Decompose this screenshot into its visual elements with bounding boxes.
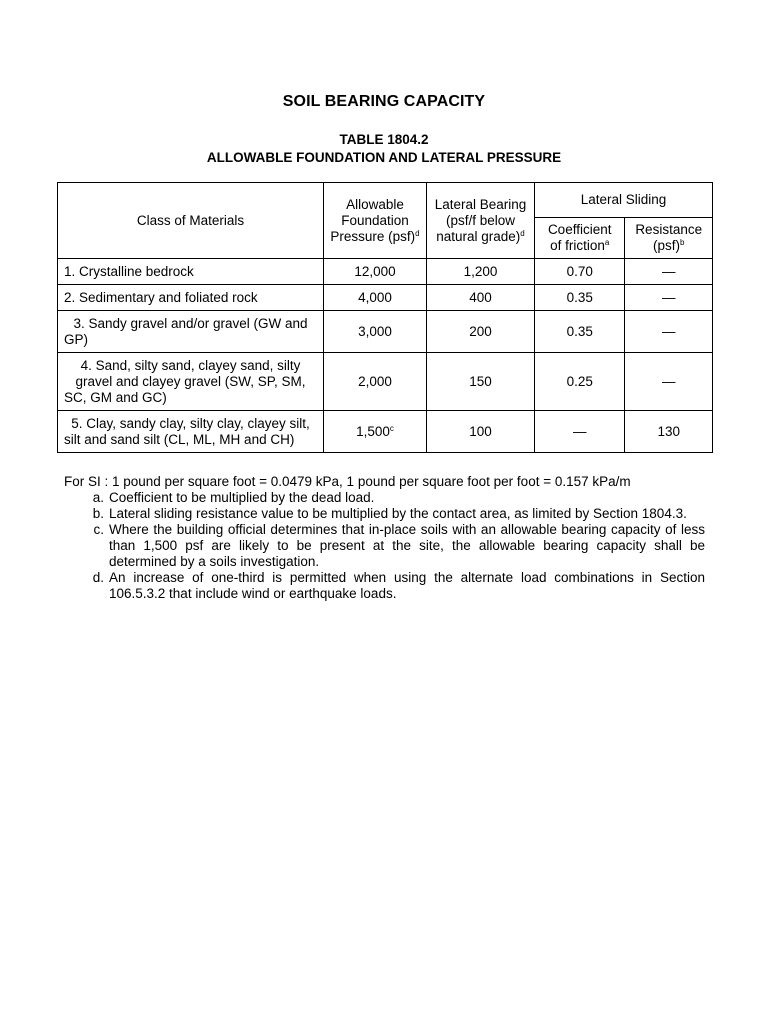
- footnote-item: [64, 522, 705, 570]
- coefficient-cell: 0.25: [535, 353, 625, 411]
- footnote-text: Coefficient to be multiplied by the dead load.: [109, 490, 375, 505]
- foundation-pressure-value: 1,500: [356, 423, 390, 439]
- lateral-bearing-cell: 400: [427, 285, 535, 311]
- footnote-marker: c.: [93, 522, 104, 537]
- material-cell: 5. Clay, sandy clay, silty clay, clayey silt, silt and sand silt (CL, ML, MH and CH): [58, 411, 324, 453]
- foundation-pressure-cell: [324, 353, 427, 411]
- header-allowable-foundation-pressure: [324, 183, 427, 259]
- bearing-capacity-table: [57, 182, 713, 453]
- header-coefficient-of-friction: [535, 218, 625, 259]
- header-class-of-materials: [58, 183, 324, 259]
- footnote-item: [64, 506, 705, 522]
- footnote-text: Lateral sliding resistance value to be multiplied by the contact area, as limited by Section 1804.3.: [109, 506, 687, 521]
- table-notes: [64, 474, 705, 602]
- foundation-pressure-cell: [324, 411, 427, 453]
- foundation-pressure-cell: [324, 259, 427, 285]
- foundation-pressure-value: 3,000: [358, 323, 392, 339]
- table-row: [58, 285, 713, 311]
- header-lateral-sliding: [535, 183, 713, 218]
- resistance-cell: —: [625, 311, 713, 353]
- footnote-text: An increase of one-third is permitted when using the alternate load combinations in Section 106.5.3.2 that include wind or earthquake loads.: [109, 570, 705, 601]
- header-lateral-bearing: [427, 183, 535, 259]
- coefficient-cell: 0.35: [535, 285, 625, 311]
- lateral-bearing-cell: 200: [427, 311, 535, 353]
- resistance-cell: 130: [625, 411, 713, 453]
- foundation-pressure-cell: [324, 285, 427, 311]
- footnote-item: [64, 490, 705, 506]
- table-header-row: [58, 183, 713, 218]
- foundation-pressure-value: 12,000: [354, 263, 396, 279]
- footnote-marker: d.: [92, 570, 104, 585]
- foundation-pressure-cell: [324, 311, 427, 353]
- footnote-item: [64, 570, 705, 602]
- lateral-bearing-cell: 1,200: [427, 259, 535, 285]
- header-resistance: [625, 218, 713, 259]
- material-cell: 1. Crystalline bedrock: [58, 259, 324, 285]
- resistance-cell: —: [625, 285, 713, 311]
- header-res-footnote: b: [679, 238, 685, 247]
- foundation-pressure-footnote: c: [389, 423, 394, 433]
- header-cof-label: Coefficient of friction: [547, 222, 612, 253]
- header-lb-footnote: d: [520, 228, 525, 238]
- resistance-cell: —: [625, 353, 713, 411]
- header-afp-label: Allowable Foundation Pressure (psf): [330, 196, 416, 244]
- foundation-pressure-value: 4,000: [358, 289, 392, 305]
- header-class-of-materials-label: Class of Materials: [136, 212, 245, 228]
- header-lb-label: Lateral Bearing (psf/f below natural grade): [434, 196, 527, 244]
- table-number: TABLE 1804.2: [339, 132, 429, 147]
- table-title: ALLOWABLE FOUNDATION AND LATERAL PRESSURE: [206, 150, 562, 165]
- table-row: [58, 311, 713, 353]
- header-ls-label: Lateral Sliding: [580, 192, 667, 207]
- table-row: [58, 411, 713, 453]
- si-conversion-note: For SI : 1 pound per square foot = 0.0479 kPa, 1 pound per square foot per foot = 0.157 kPa/m: [64, 474, 631, 489]
- page-title: SOIL BEARING CAPACITY: [282, 93, 486, 110]
- table-row: [58, 259, 713, 285]
- foundation-pressure-value: 2,000: [358, 373, 392, 389]
- coefficient-cell: 0.70: [535, 259, 625, 285]
- header-cof-footnote: a: [604, 238, 610, 247]
- lateral-bearing-cell: 150: [427, 353, 535, 411]
- footnote-text: Where the building official determines that in-place soils with an allowable bearing capacity of less than 1,500 psf are likely to be present at the site, the allowable bearing capacity shall be determined by a soils investigation.: [109, 522, 705, 569]
- footnote-marker: a.: [92, 490, 104, 505]
- material-cell: 4. Sand, silty sand, clayey sand, silty gravel and clayey gravel (SW, SP, SM, SC, GM and GC): [58, 353, 324, 411]
- material-cell: 3. Sandy gravel and/or gravel (GW and GP): [58, 311, 324, 353]
- material-cell: 2. Sedimentary and foliated rock: [58, 285, 324, 311]
- footnote-marker: b.: [92, 506, 104, 521]
- coefficient-cell: 0.35: [535, 311, 625, 353]
- header-res-label: Resistance (psf): [635, 222, 703, 253]
- resistance-cell: —: [625, 259, 713, 285]
- lateral-bearing-cell: 100: [427, 411, 535, 453]
- table-row: [58, 353, 713, 411]
- header-afp-footnote: d: [415, 228, 420, 238]
- coefficient-cell: —: [535, 411, 625, 453]
